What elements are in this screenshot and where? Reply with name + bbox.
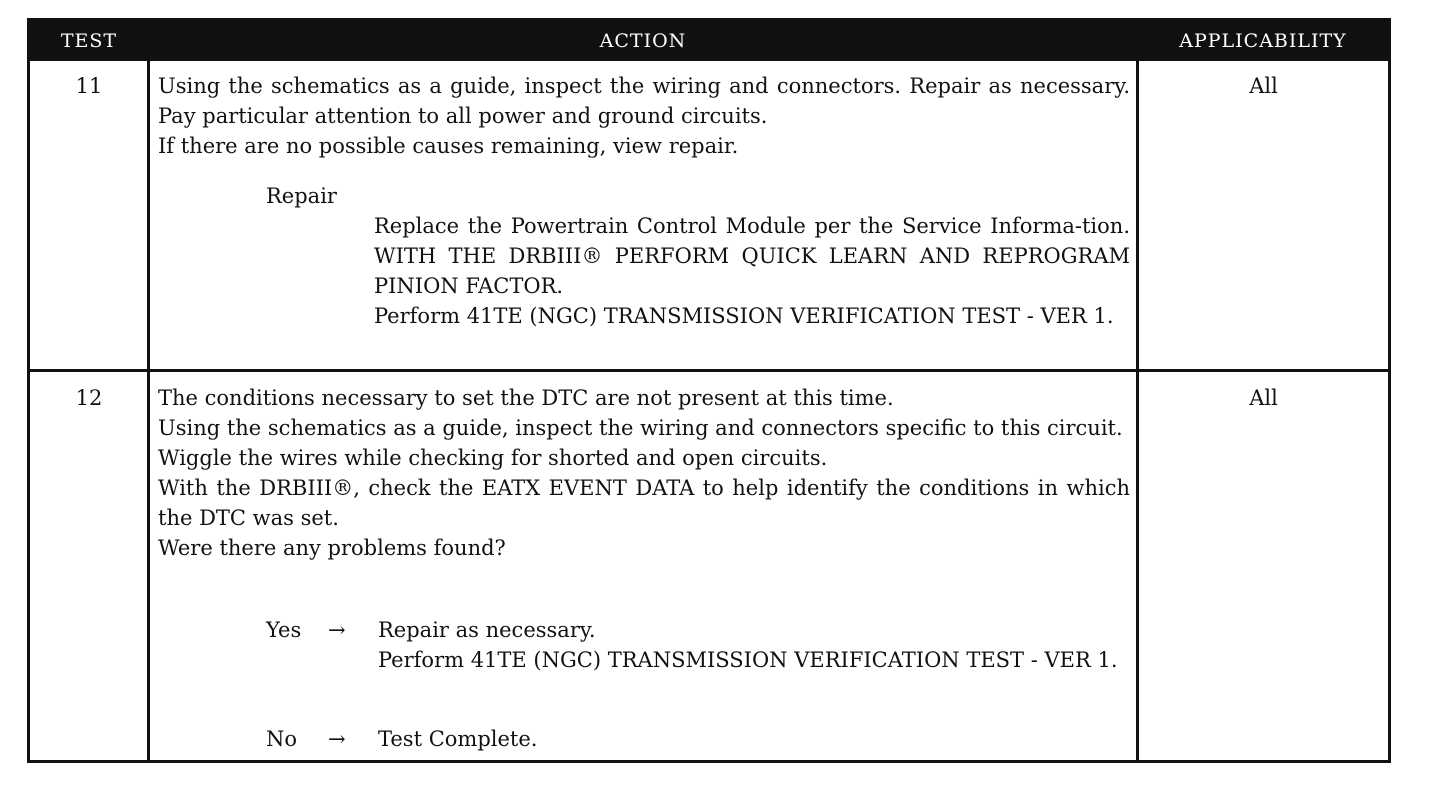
repair-text: Replace the Powertrain Control Module per the Service Informa-tion. WITH THE DRBIII® PERFORM QUICK LEARN AND REPROGRAM PINION FACTOR. [374,214,1130,298]
right-arrow-icon: → [328,618,346,642]
row-divider [30,369,1388,372]
right-arrow-icon: → [328,727,346,751]
yes-text: Repair as necessary. [378,618,596,642]
test-number: 12 [75,386,103,410]
repair-instructions [374,211,1130,331]
yes-label: Yes [266,618,302,642]
header-applicability: APPLICABILITY [1179,30,1347,52]
repair-verification: Perform 41TE (NGC) TRANSMISSION VERIFICATION TEST - VER 1. [374,304,1114,328]
applicability-value: All [1249,386,1278,410]
applicability-value: All [1249,74,1278,98]
header-action: ACTION [599,30,687,52]
yes-instructions [378,615,1130,675]
table-header [30,21,1388,61]
action-paragraph: With the DRBIII®, check the EATX EVENT DATA to help identify the conditions in which the DTC was set. [158,476,1130,530]
action-text [158,71,1130,161]
action-text [158,383,1130,563]
repair-label: Repair [266,184,337,208]
action-paragraph: Were there any problems found? [158,536,506,560]
yes-verification: Perform 41TE (NGC) TRANSMISSION VERIFICATION TEST - VER 1. [378,648,1118,672]
action-paragraph: Using the schematics as a guide, inspect the wiring and connectors specific to this circuit. [158,416,1123,440]
header-test: TEST [60,30,118,52]
action-paragraph: The conditions necessary to set the DTC are not present at this time. [158,386,894,410]
diagnostic-test-table [27,18,1391,763]
test-number: 11 [75,74,103,98]
action-paragraph: If there are no possible causes remaining, view repair. [158,134,739,158]
no-label: No [266,727,298,751]
action-paragraph: Wiggle the wires while checking for shorted and open circuits. [158,446,828,470]
action-paragraph: Using the schematics as a guide, inspect the wiring and connectors. Repair as necessary. Pay particular attention to all power and ground circuits. [158,74,1130,128]
no-text: Test Complete. [378,727,538,751]
